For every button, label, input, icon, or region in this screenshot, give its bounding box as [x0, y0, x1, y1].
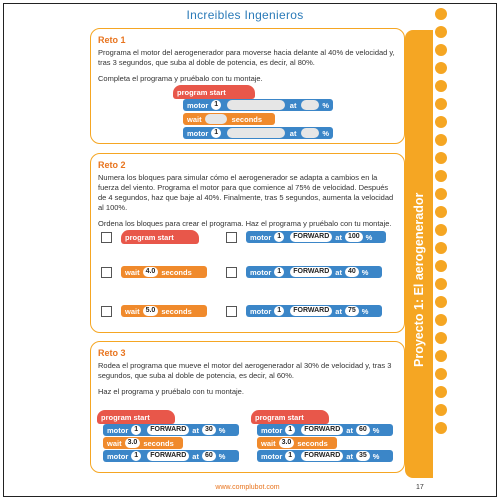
speed-slot[interactable]	[301, 100, 319, 110]
motor-block[interactable]: motor 1 at %	[183, 127, 333, 139]
order-checkbox[interactable]	[226, 232, 237, 243]
reto1-text: Programa el motor del aerogenerador para moverse hacia delante al 40% de velocidad y, tras 3 segundos, que suba al doble de potencia, es decir, al 80%.	[98, 48, 395, 67]
wait-block: wait 3.0 seconds	[257, 437, 337, 449]
motor-forward-block: motor 1 FORWARD at 40 %	[246, 266, 382, 278]
wait-block: wait 4.0 seconds	[121, 266, 207, 278]
reto1-box	[90, 28, 405, 144]
motor-block[interactable]: motor 1 at %	[183, 99, 333, 111]
empty-slot[interactable]	[227, 128, 285, 138]
order-checkbox[interactable]	[226, 306, 237, 317]
wait-block[interactable]: wait seconds	[183, 113, 275, 125]
wait-block: wait 3.0 seconds	[103, 437, 183, 449]
motor-forward-block: motor 1 FORWARD at 35 %	[257, 450, 393, 462]
page-number: 17	[416, 484, 424, 491]
wait-slot[interactable]	[205, 114, 227, 124]
program-start-block: program start	[97, 410, 175, 424]
program-start-block: program start	[251, 410, 329, 424]
reto3-title: Reto 3	[98, 348, 126, 358]
program-start-block: program start	[121, 230, 199, 244]
wait-block: wait 5.0 seconds	[121, 305, 207, 317]
reto2-title: Reto 2	[98, 160, 126, 170]
binder-rings	[433, 6, 449, 476]
motor-forward-block: motor 1 FORWARD at 60 %	[103, 450, 239, 462]
order-checkbox[interactable]	[101, 267, 112, 278]
order-checkbox[interactable]	[226, 267, 237, 278]
reto2-box	[90, 153, 405, 333]
empty-slot[interactable]	[227, 100, 285, 110]
motor-forward-block: motor 1 FORWARD at 75 %	[246, 305, 382, 317]
motor-forward-block: motor 1 FORWARD at 100 %	[246, 231, 386, 243]
reto3-box	[90, 341, 405, 473]
reto2-text: Numera los bloques para simular cómo el aerogenerador se adapta a cambios en la fuerza del viento. Programa el motor para que comience al 75% de velocidad. Después de 4 segundos, haz que baje al 40%. Finalmente, tras 5 segundos, aumenta la velocidad al 100%.	[98, 173, 394, 212]
page-title: Increibles Ingenieros	[186, 8, 304, 22]
motor-forward-block: motor 1 FORWARD at 30 %	[103, 424, 239, 436]
order-checkbox[interactable]	[101, 232, 112, 243]
side-title: Proyecto 1: El aerogenerador	[412, 192, 426, 368]
reto3-instruction: Haz el programa y pruébalo con tu montaje.	[98, 387, 244, 396]
motor-forward-block: motor 1 FORWARD at 60 %	[257, 424, 393, 436]
footer-url: www.complubot.com	[215, 484, 280, 491]
program-start-block[interactable]: program start	[173, 85, 255, 99]
reto1-title: Reto 1	[98, 35, 126, 45]
order-checkbox[interactable]	[101, 306, 112, 317]
speed-slot[interactable]	[301, 128, 319, 138]
reto1-instruction: Completa el programa y pruébalo con tu montaje.	[98, 74, 263, 83]
reto3-text: Rodea el programa que mueve el motor del aerogenerador al 30% de velocidad y, tras 3 segundos, que suba al doble de potencia, es decir, al 60%.	[98, 361, 392, 380]
reto2-instruction: Ordena los bloques para crear el programa. Haz el programa y pruébalo con tu montaje.	[98, 219, 392, 228]
